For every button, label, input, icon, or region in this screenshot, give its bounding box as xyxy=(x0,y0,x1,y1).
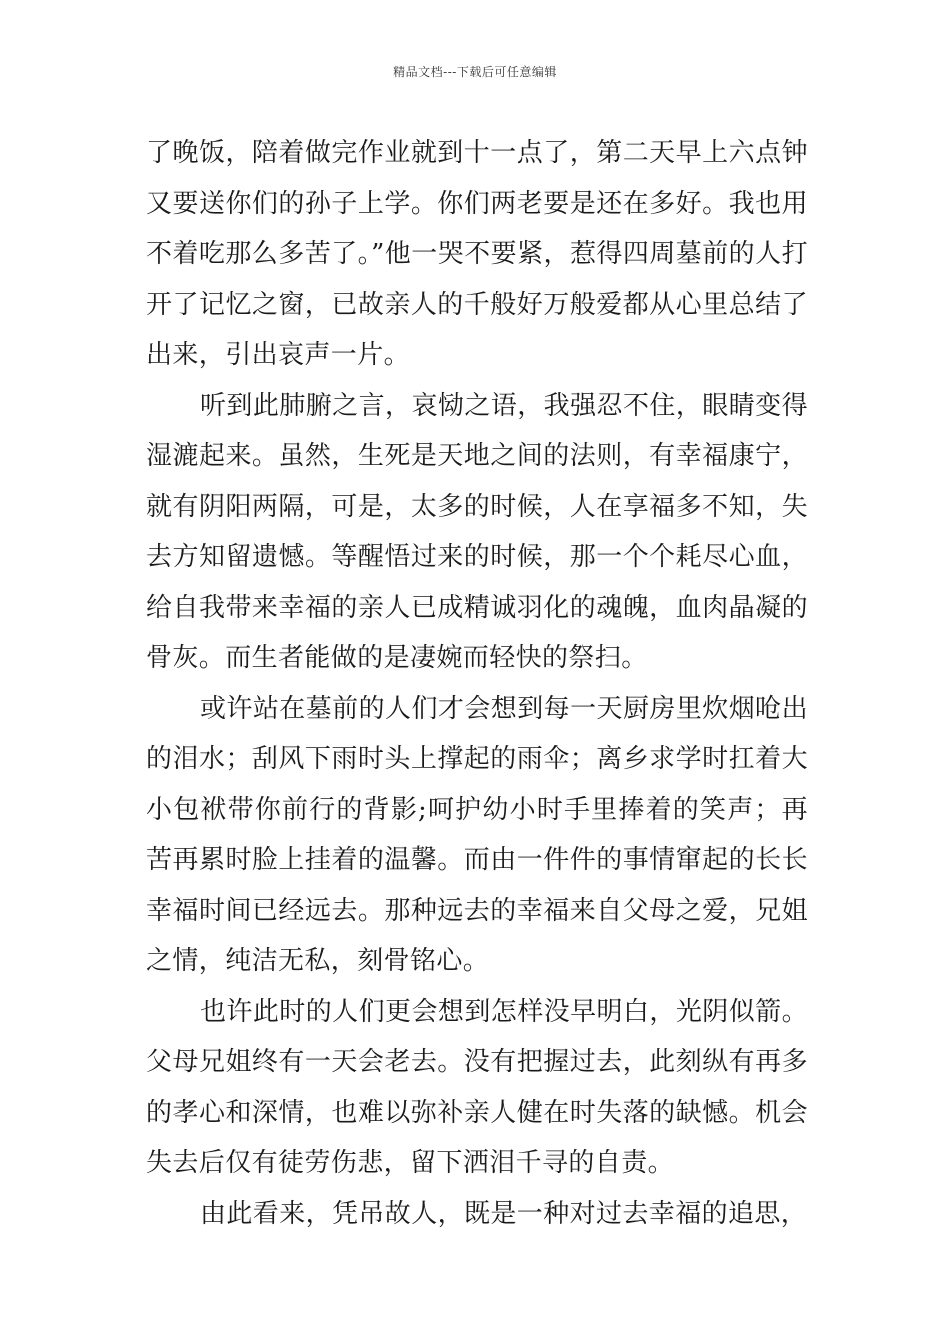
paragraph-1: 了晚饭，陪着做完作业就到十一点了，第二天早上六点钟又要送你们的孙子上学。你们两老要是还在多好。我也用不着吃那么多苦了。”他一哭不要紧，惹得四周墓前的人打开了记忆之窗，已故亲人的千般好万般爱都从心里总结了出来，引出哀声一片。 xyxy=(146,138,808,370)
paragraph-4: 也许此时的人们更会想到怎样没早明白，光阴似箭。父母兄姐终有一天会老去。没有把握过去，此刻纵有再多的孝心和深情，也难以弥补亲人健在时失落的缺憾。机会失去后仅有徒劳伤悲，留下洒泪千寻的自责。 xyxy=(146,996,808,1178)
paragraph-3: 或许站在墓前的人们才会想到每一天厨房里炊烟呛出的泪水；刮风下雨时头上撑起的雨伞；离乡求学时扛着大小包袱带你前行的背影;呵护幼小时手里捧着的笑声；再苦再累时脸上挂着的温馨。而由一件件的事情窜起的长长幸福时间已经远去。那种远去的幸福来自父母之爱，兄姐之情，纯洁无私，刻骨铭心。 xyxy=(146,693,808,976)
document-body xyxy=(146,128,808,1239)
paragraph-2: 听到此肺腑之言，哀恸之语，我强忍不住，眼睛变得湿漉起来。虽然，生死是天地之间的法则，有幸福康宁，就有阴阳两隔，可是，太多的时候，人在享福多不知，失去方知留遗憾。等醒悟过来的时候，那一个个耗尽心血，给自我带来幸福的亲人已成精诚羽化的魂魄，血肉晶凝的骨灰。而生者能做的是凄婉而轻快的祭扫。 xyxy=(146,390,808,673)
paragraph-5: 由此看来，凭吊故人，既是一种对过去幸福的追思， xyxy=(200,1198,808,1229)
page-header: 精品文档---下载后可任意编辑 xyxy=(393,65,557,79)
